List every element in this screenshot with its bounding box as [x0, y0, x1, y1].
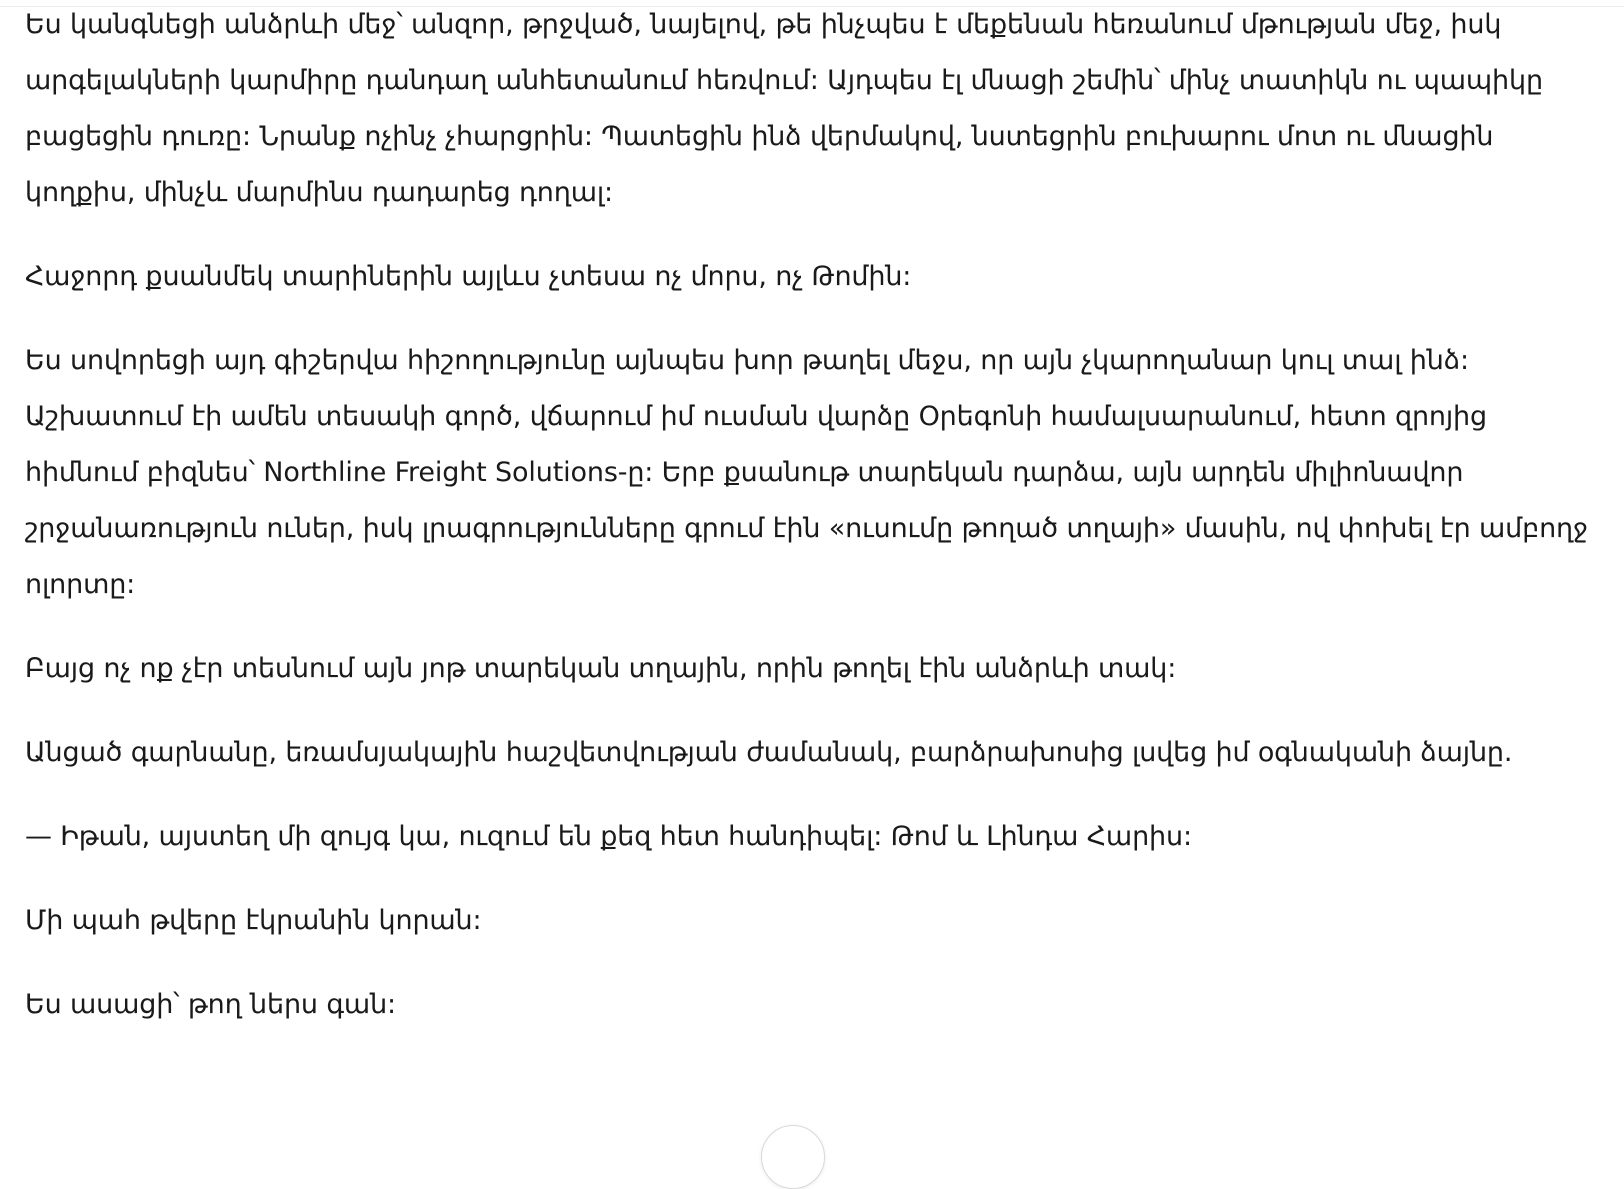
scroll-down-button[interactable] — [761, 1125, 825, 1189]
paragraph-numbers-vanished: Մի պահ թվերը էկրանին կորան: — [25, 905, 482, 936]
article-body — [25, 0, 1605, 1061]
paragraph-rain: Ես կանգնեցի անձրևի մեջ՝ անզոր, թրջված, նայելով, թե ինչպես է մեքենան հեռանում մթության մեջ, իսկ արգելակների կարմիրը դանդաղ անհետանում հեռվում: Այդպես էլ մնացի շեմին՝ մինչ տատիկն ու պապիկը բացեցին դուռը: Նրանք ոչինչ չհարցրին: Պատեցին ինձ վերմակով, նստեցրին բուխարու մոտ ու մնացին կողքիս, մինչև մարմինս դադարեց դողալ: — [25, 9, 1543, 208]
paragraph-business: Ես սովորեցի այդ գիշերվա հիշողությունը այնպես խոր թաղել մեջս, որ այն չկարողանար կուլ տալ ինձ: Աշխատում էի ամեն տեսակի գործ, վճարում իմ ուսման վարձը Օրեգոնի համալսարանում, հետո զրոյից հիմնում բիզնես՝ Northline Freight Solutions-ը: Երբ քսանութ տարեկան դարձա, այն արդեն միլիոնավոր շրջանառություն ուներ, իսկ լրագրությունները գրում էին «ուսումը թողած տղայի» մասին, ով փոխել էր ամբողջ ոլորտը: — [25, 345, 1588, 600]
paragraph-seven-year-old: Բայց ոչ ոք չէր տեսնում այն յոթ տարեկան տղային, որին թողել էին անձրևի տակ: — [25, 653, 1177, 684]
paragraph-twenty-one-years: Հաջորդ քսանմեկ տարիներին այլևս չտեսա ոչ մորս, ոչ Թոմին: — [25, 261, 912, 292]
paragraph-let-them-in: Ես ասացի՝ թող ներս գան: — [25, 989, 396, 1020]
paragraph-assistant-dialogue: — Իթան, այստեղ մի զույգ կա, ուզում են քեզ հետ հանդիպել: Թոմ և Լինդա Հարիս: — [25, 821, 1192, 852]
paragraph-last-spring: Անցած գարնանը, եռամսյակային հաշվետվության ժամանակ, բարձրախոսից լսվեց իմ օգնականի ձայնը. — [25, 737, 1513, 768]
